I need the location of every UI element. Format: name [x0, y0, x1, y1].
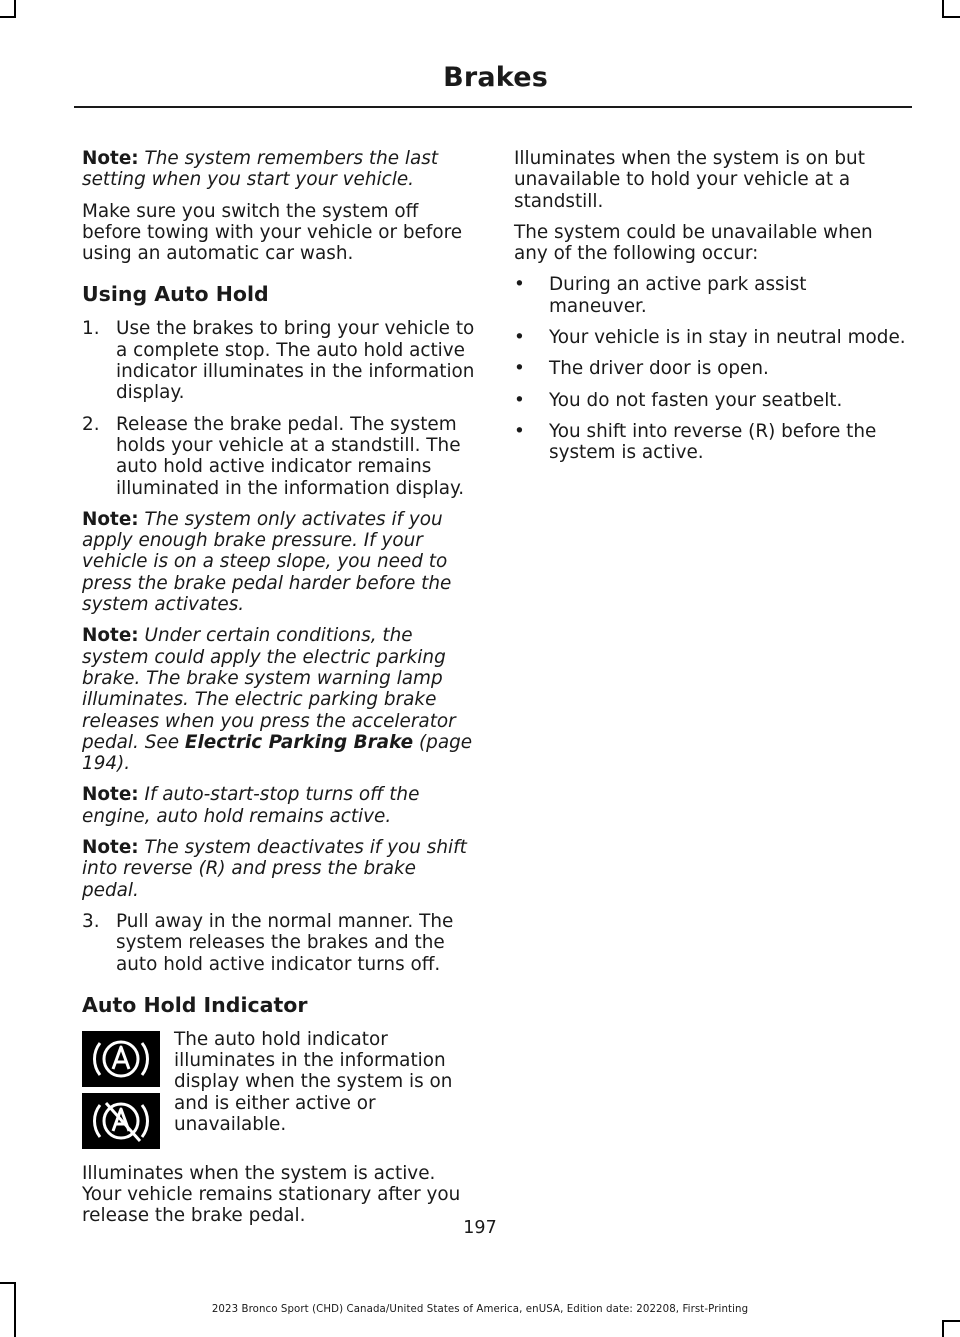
bullet-text: Your vehicle is in stay in neutral mode.	[549, 327, 906, 349]
footer-edition-info: 2023 Bronco Sport (CHD) Canada/United States of America, enUSA, Edition date: 202208, First-Printing	[211, 1304, 749, 1315]
list-item	[514, 327, 910, 348]
bullet-text: You shift into reverse (R) before the system is active.	[549, 420, 877, 464]
indicator-block	[82, 1029, 476, 1149]
page-number: 197	[463, 1218, 497, 1238]
note-auto-start-stop	[82, 784, 476, 827]
note-label: Note:	[82, 837, 139, 859]
bullet-marker: •	[514, 389, 525, 411]
note-reverse	[82, 837, 476, 901]
step-number: 3.	[82, 910, 100, 932]
crop-mark	[944, 1320, 960, 1322]
note-electric-parking-brake	[82, 625, 476, 774]
right-column	[514, 148, 910, 474]
note-text: The system remembers the last setting when you start your vehicle.	[82, 148, 439, 191]
note-label: Note:	[82, 148, 139, 169]
paragraph-unavailable-conditions: The system could be unavailable when any of the following occur:	[514, 221, 873, 265]
crop-mark	[0, 16, 16, 18]
auto-hold-unavailable-icon	[82, 1093, 160, 1149]
crop-mark	[944, 16, 960, 18]
note-label: Note:	[82, 784, 139, 806]
page-title: Brakes	[443, 62, 548, 93]
list-item	[514, 421, 910, 464]
note-label: Note:	[82, 625, 139, 647]
bullet-marker: •	[514, 358, 525, 380]
note-label: Note:	[82, 508, 139, 530]
conditions-list	[514, 274, 910, 463]
list-item	[82, 318, 476, 403]
step-number: 1.	[82, 318, 100, 340]
paragraph-illuminates-unavailable: Illuminates when the system is on but unavailable to hold your vehicle at a standstill.	[514, 148, 865, 212]
bullet-text: You do not fasten your seatbelt.	[549, 389, 843, 411]
steps-list	[82, 911, 476, 975]
note-brake-pressure	[82, 509, 476, 615]
list-item	[514, 274, 910, 317]
heading-using-auto-hold: Using Auto Hold	[82, 282, 269, 307]
bullet-marker: •	[514, 274, 525, 296]
heading-auto-hold-indicator: Auto Hold Indicator	[82, 992, 308, 1017]
left-column	[82, 148, 476, 1237]
step-text: Pull away in the normal manner. The system releases the brakes and the auto hold active indicator turns off.	[116, 910, 454, 975]
note-text: Under certain conditions, the system could apply the electric parking brake. The brake system warning lamp illuminates. The electric parking brake releases when you press the accelerator pedal. See	[82, 625, 456, 753]
paragraph-illuminates-active: Illuminates when the system is active. Your vehicle remains stationary after you release the brake pedal.	[82, 1162, 461, 1227]
page-reference: (page 194).	[82, 731, 473, 775]
crop-mark	[942, 1320, 944, 1337]
bullet-text: The driver door is open.	[549, 358, 769, 380]
auto-hold-active-icon	[82, 1031, 160, 1087]
steps-list	[82, 318, 476, 498]
paragraph-switch-off: Make sure you switch the system off before towing with your vehicle or before using an automatic car wash.	[82, 200, 463, 265]
list-item	[82, 414, 476, 499]
list-item	[514, 358, 910, 379]
step-text: Use the brakes to bring your vehicle to a complete stop. The auto hold active indicator illuminates in the information display.	[116, 318, 475, 404]
bullet-marker: •	[514, 327, 525, 349]
note-text: The system deactivates if you shift into reverse (R) and press the brake pedal.	[82, 837, 467, 901]
crop-mark	[0, 1282, 16, 1284]
note-text: The system only activates if you apply enough brake pressure. If your vehicle is on a steep slope, you need to press the brake pedal harder before the system activates.	[82, 508, 452, 616]
note-text: If auto-start-stop turns off the engine, auto hold remains active.	[82, 784, 420, 827]
header-divider	[74, 106, 912, 108]
electric-parking-brake-link[interactable]: Electric Parking Brake	[184, 731, 414, 753]
list-item	[514, 390, 910, 411]
step-text: Release the brake pedal. The system holds your vehicle at a standstill. The auto hold active indicator remains illuminated in the information display.	[116, 413, 465, 499]
indicator-icons	[82, 1031, 160, 1149]
step-number: 2.	[82, 413, 100, 435]
indicator-description: The auto hold indicator illuminates in the information display when the system is on and is either active or unavailable.	[174, 1028, 453, 1135]
list-item	[82, 911, 476, 975]
note-remembers-setting	[82, 148, 476, 191]
bullet-text: During an active park assist maneuver.	[549, 274, 807, 317]
bullet-marker: •	[514, 420, 525, 442]
